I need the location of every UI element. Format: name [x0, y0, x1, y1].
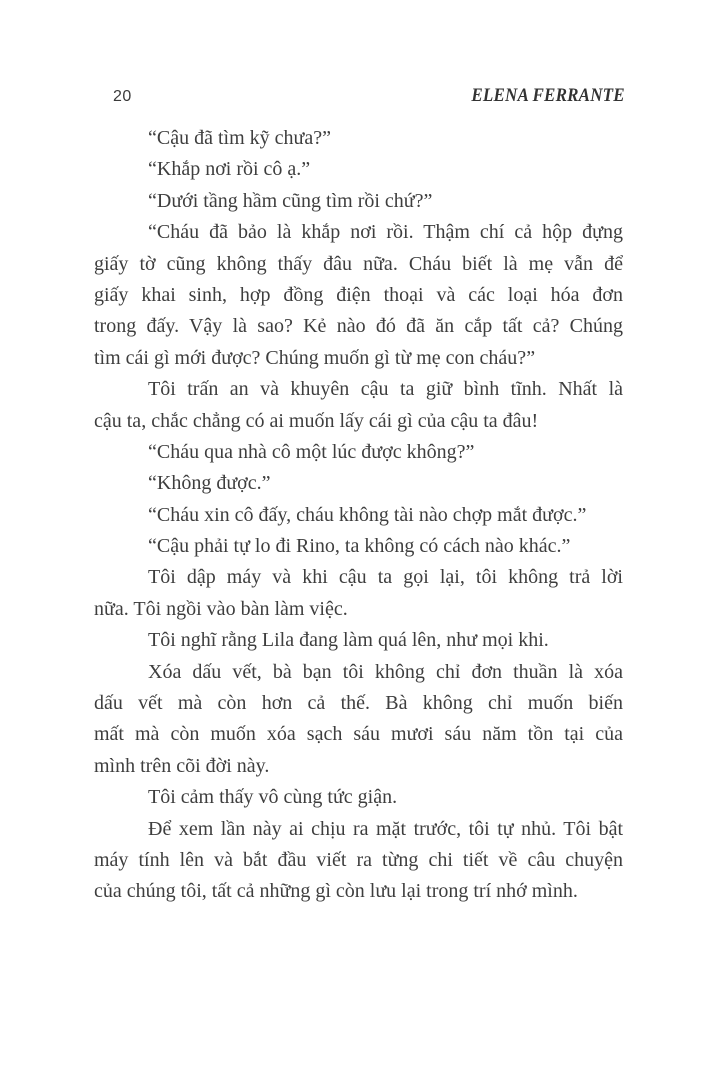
text-line: “Cháu đã bảo là khắp nơi rồi. Thậm chí cả hộp đựng — [148, 221, 623, 244]
text-line: của chúng tôi, tất cả những gì còn lưu lại trong trí nhớ mình. — [94, 880, 578, 903]
text-line: Tôi dập máy và khi cậu ta gọi lại, tôi không trả lời — [148, 566, 623, 589]
page-text — [94, 123, 623, 908]
text-line: cậu ta, chắc chẳng có ai muốn lấy cái gì của cậu ta đâu! — [94, 409, 539, 432]
text-line: Tôi trấn an và khuyên cậu ta giữ bình tĩnh. Nhất là — [148, 378, 623, 401]
text-line: Xóa dấu vết, bà bạn tôi không chỉ đơn thuần là xóa — [148, 660, 623, 683]
text-line: “Dưới tầng hầm cũng tìm rồi chứ?” — [148, 189, 433, 212]
text-line: “Cậu phải tự lo đi Rino, ta không có cách nào khác.” — [148, 535, 571, 558]
page-header — [113, 86, 625, 110]
text-line: “Khắp nơi rồi cô ạ.” — [148, 158, 311, 181]
text-line: máy tính lên và bắt đầu viết ra từng chi tiết về câu chuyện — [94, 848, 623, 871]
text-line: Tôi cảm thấy vô cùng tức giận. — [148, 786, 398, 809]
text-line: “Cháu qua nhà cô một lúc được không?” — [148, 440, 475, 463]
text-line: Để xem lần này ai chịu ra mặt trước, tôi tự nhủ. Tôi bật — [148, 817, 623, 840]
text-line: giấy tờ cũng không thấy đâu nữa. Cháu biết là mẹ vẫn để — [94, 252, 623, 275]
text-line: “Không được.” — [148, 472, 271, 495]
text-line: trong đấy. Vậy là sao? Kẻ nào đó đã ăn cắp tất cả? Chúng — [94, 315, 623, 338]
running-head-author: ELENA FERRANTE — [471, 86, 625, 106]
text-line: “Cậu đã tìm kỹ chưa?” — [148, 127, 331, 149]
text-line: dấu vết mà còn hơn cả thế. Bà không chỉ muốn biến — [94, 692, 623, 715]
text-line: mình trên cõi đời này. — [94, 754, 270, 777]
text-line: nữa. Tôi ngồi vào bàn làm việc. — [94, 597, 348, 620]
text-line: Tôi nghĩ rằng Lila đang làm quá lên, như mọi khi. — [148, 629, 549, 652]
page-number: 20 — [113, 88, 132, 105]
text-line: giấy khai sinh, hợp đồng điện thoại và các loại hóa đơn — [94, 283, 623, 306]
text-line: “Cháu xin cô đấy, cháu không tài nào chợp mắt được.” — [148, 503, 587, 526]
text-line: mất mà còn muốn xóa sạch sáu mươi sáu năm tồn tại của — [94, 723, 623, 746]
text-line: tìm cái gì mới được? Chúng muốn gì từ mẹ con cháu?” — [94, 346, 536, 369]
